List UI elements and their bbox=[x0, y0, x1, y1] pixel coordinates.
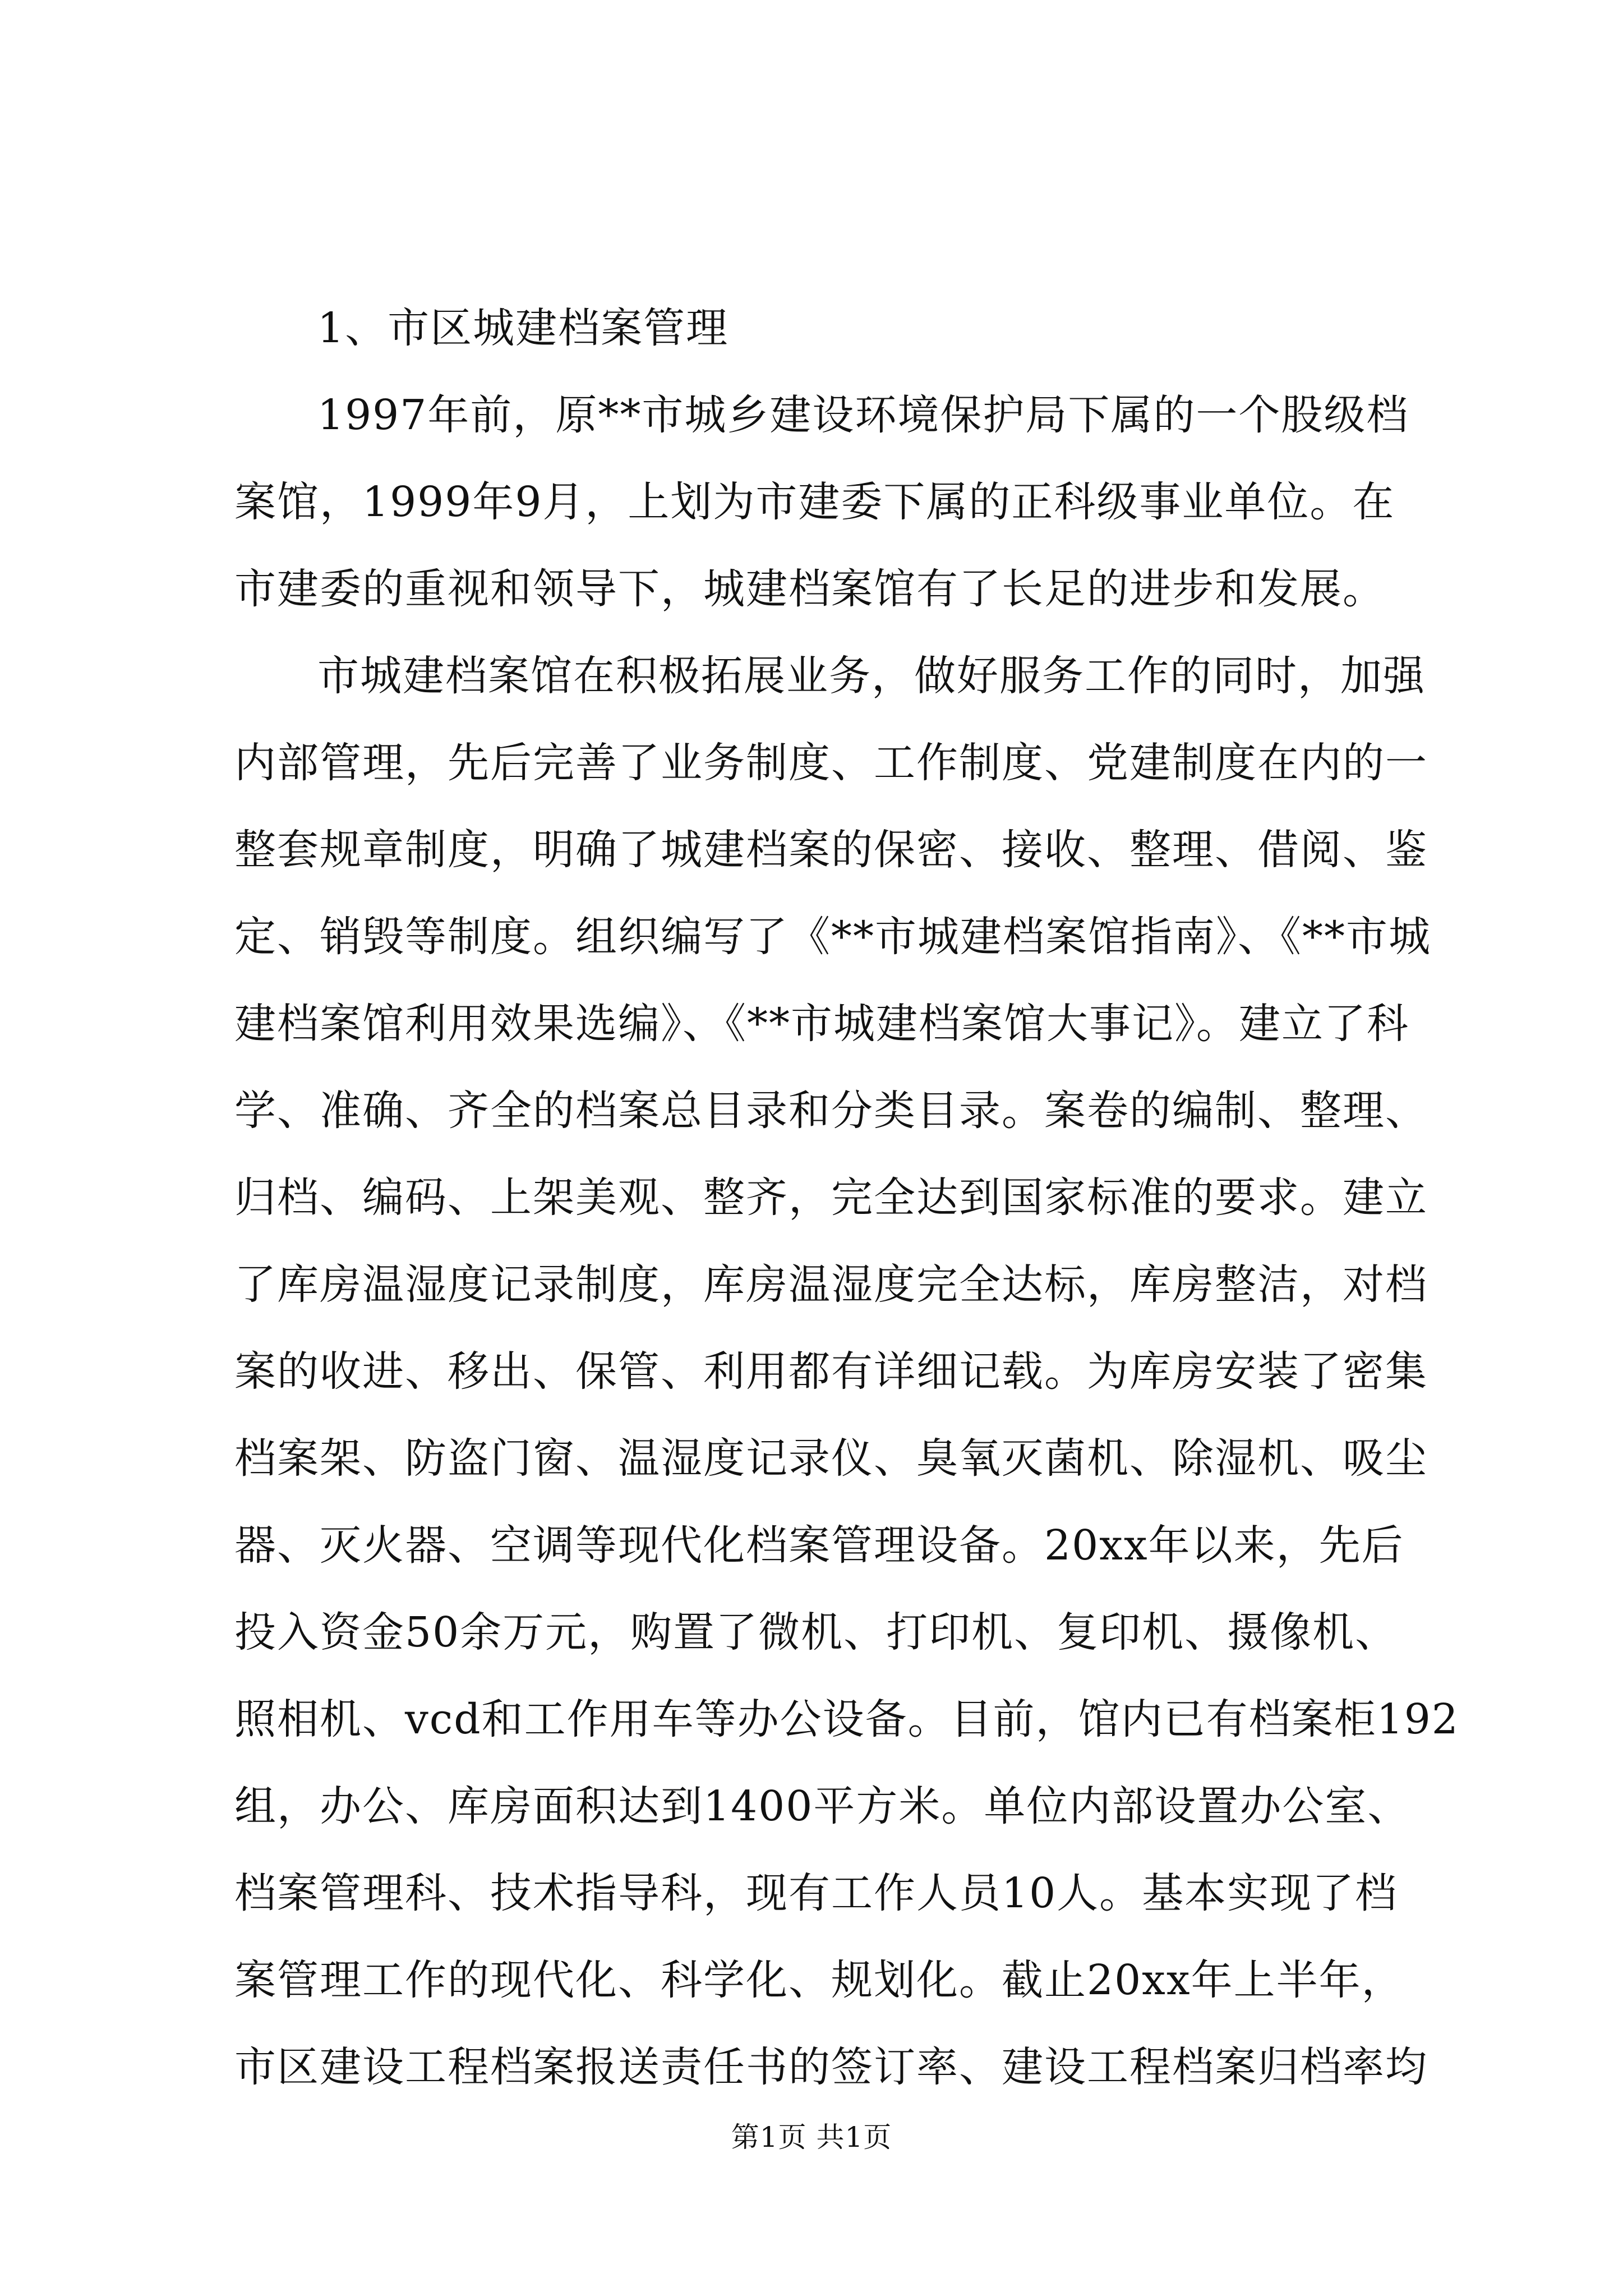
paragraph-line: 组，办公、库房面积达到1400平方米。单位内部设置办公室、 bbox=[234, 1782, 1410, 1830]
paragraph-line: 了库房温湿度记录制度，库房温湿度完全达标，库房整洁，对档 bbox=[234, 1260, 1428, 1309]
page-footer: 第1页 共1页 bbox=[731, 2121, 892, 2154]
paragraph-line: 归档、编码、上架美观、整齐，完全达到国家标准的要求。建立 bbox=[234, 1174, 1428, 1222]
paragraph-line: 案管理工作的现代化、科学化、规划化。截止20xx年上半年， bbox=[234, 1956, 1404, 2004]
paragraph-line: 1997年前，原**市城乡建设环境保护局下属的一个股级档 bbox=[317, 391, 1409, 439]
paragraph-line: 照相机、vcd和工作用车等办公设备。目前，馆内已有档案柜192 bbox=[234, 1695, 1459, 1743]
paragraph-line: 学、准确、齐全的档案总目录和分类目录。案卷的编制、整理、 bbox=[234, 1087, 1428, 1135]
paragraph-line: 案的收进、移出、保管、利用都有详细记载。为库房安装了密集 bbox=[234, 1347, 1428, 1396]
paragraph-line: 档案架、防盗门窗、温湿度记录仪、臭氧灭菌机、除湿机、吸尘 bbox=[234, 1434, 1428, 1483]
section-heading: 1、市区城建档案管理 bbox=[317, 304, 729, 352]
paragraph-line: 档案管理科、技术指导科，现有工作人员10人。基本实现了档 bbox=[234, 1869, 1398, 1917]
paragraph-line: 定、销毁等制度。组织编写了《**市城建档案馆指南》、《**市城 bbox=[234, 913, 1431, 961]
paragraph-line: 建档案馆利用效果选编》、《**市城建档案馆大事记》。建立了科 bbox=[234, 1000, 1409, 1048]
paragraph-line: 投入资金50余万元，购置了微机、打印机、复印机、摄像机、 bbox=[234, 1608, 1398, 1657]
paragraph-line: 案馆，1999年9月，上划为市建委下属的正科级事业单位。在 bbox=[234, 478, 1395, 526]
paragraph-line: 内部管理，先后完善了业务制度、工作制度、党建制度在内的一 bbox=[234, 739, 1428, 787]
paragraph-line: 市区建设工程档案报送责任书的签订率、建设工程档案归档率均 bbox=[234, 2043, 1428, 2091]
paragraph-line: 器、灭火器、空调等现代化档案管理设备。20xx年以来，先后 bbox=[234, 1521, 1404, 1570]
paragraph-line: 整套规章制度，明确了城建档案的保密、接收、整理、借阅、鉴 bbox=[234, 826, 1428, 874]
paragraph-line: 市城建档案馆在积极拓展业务，做好服务工作的同时，加强 bbox=[317, 652, 1426, 700]
paragraph-line: 市建委的重视和领导下，城建档案馆有了长足的进步和发展。 bbox=[234, 565, 1385, 613]
